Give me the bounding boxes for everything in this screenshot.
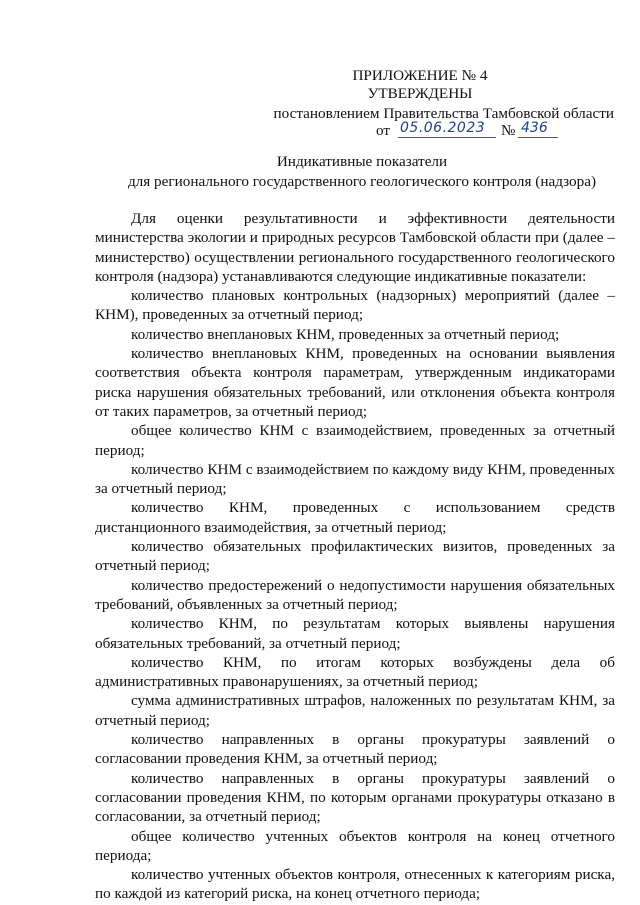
number-underline (518, 137, 558, 138)
indicator-item: количество плановых контрольных (надзорных) мероприятий (далее – КНМ), проведенных за отчетный период; (95, 287, 615, 324)
resolution-line: постановлением Правительства Тамбовской области (273, 105, 614, 122)
handwritten-date: 05.06.2023 (400, 120, 486, 136)
indicator-item: количество учтенных объектов контроля, отнесенных к категориям риска, по каждой из категорий риска, на конец отчетного периода; (95, 866, 615, 903)
date-number-line (376, 121, 616, 143)
indicator-item: сумма административных штрафов, наложенных по результатам КНМ, за отчетный период; (95, 692, 615, 729)
document-title: Индикативные показатели (276, 153, 448, 170)
number-prefix: № (501, 122, 516, 139)
handwritten-number: 436 (521, 120, 548, 136)
document-subtitle: для регионального государственного геологического контроля (надзора) (127, 173, 597, 190)
document-body (95, 209, 615, 904)
indicator-item: количество направленных в органы прокуратуры заявлений о согласовании проведения КНМ, за отчетный период; (95, 731, 615, 768)
intro-paragraph: Для оценки результативности и эффективности деятельности министерства экологии и природных ресурсов Тамбовской области при (далее – министерство) осуществлении регионального государственного геологического контроля (надзора) устанавливаются следующие индикативные показатели: (95, 210, 615, 285)
date-prefix: от (376, 122, 391, 139)
approved-heading: УТВЕРЖДЕНЫ (367, 85, 473, 102)
indicator-item: количество внеплановых КНМ, проведенных за отчетный период; (131, 325, 560, 343)
indicator-item: количество предостережений о недопустимости нарушения обязательных требований, объявленных за отчетный период; (95, 576, 615, 613)
indicator-item: общее количество КНМ с взаимодействием, проведенных за отчетный период; (95, 422, 615, 459)
indicator-item: количество КНМ, по результатам которых выявлены нарушения обязательных требований, за отчетный период; (95, 615, 615, 652)
indicator-item: количество КНМ с взаимодействием по каждому виду КНМ, проведенных за отчетный период; (95, 460, 615, 498)
date-underline (398, 137, 496, 138)
indicator-item: количество направленных в органы прокуратуры заявлений о согласовании проведения КНМ, по которым органами прокуратуры отказано в согласовании, за отчетный период; (95, 769, 615, 826)
indicator-item: количество обязательных профилактических визитов, проведенных за отчетный период; (95, 538, 615, 575)
indicator-item: количество КНМ, проведенных с использованием средств дистанционного взаимодействия, за отчетный период; (95, 499, 615, 536)
appendix-heading: ПРИЛОЖЕНИЕ № 4 (352, 67, 488, 84)
indicator-item: общее количество учтенных объектов контроля на конец отчетного периода; (95, 827, 615, 864)
indicator-item: количество КНМ, по итогам которых возбуждены дела об административных правонарушениях, за отчетный период; (95, 653, 615, 691)
indicator-item: количество внеплановых КНМ, проведенных на основании выявления соответствия объекта контроля параметрам, утвержденным индикаторами риска нарушения обязательных требований, или отклонения объекта контроля от таких параметров, за отчетный период; (95, 345, 615, 420)
